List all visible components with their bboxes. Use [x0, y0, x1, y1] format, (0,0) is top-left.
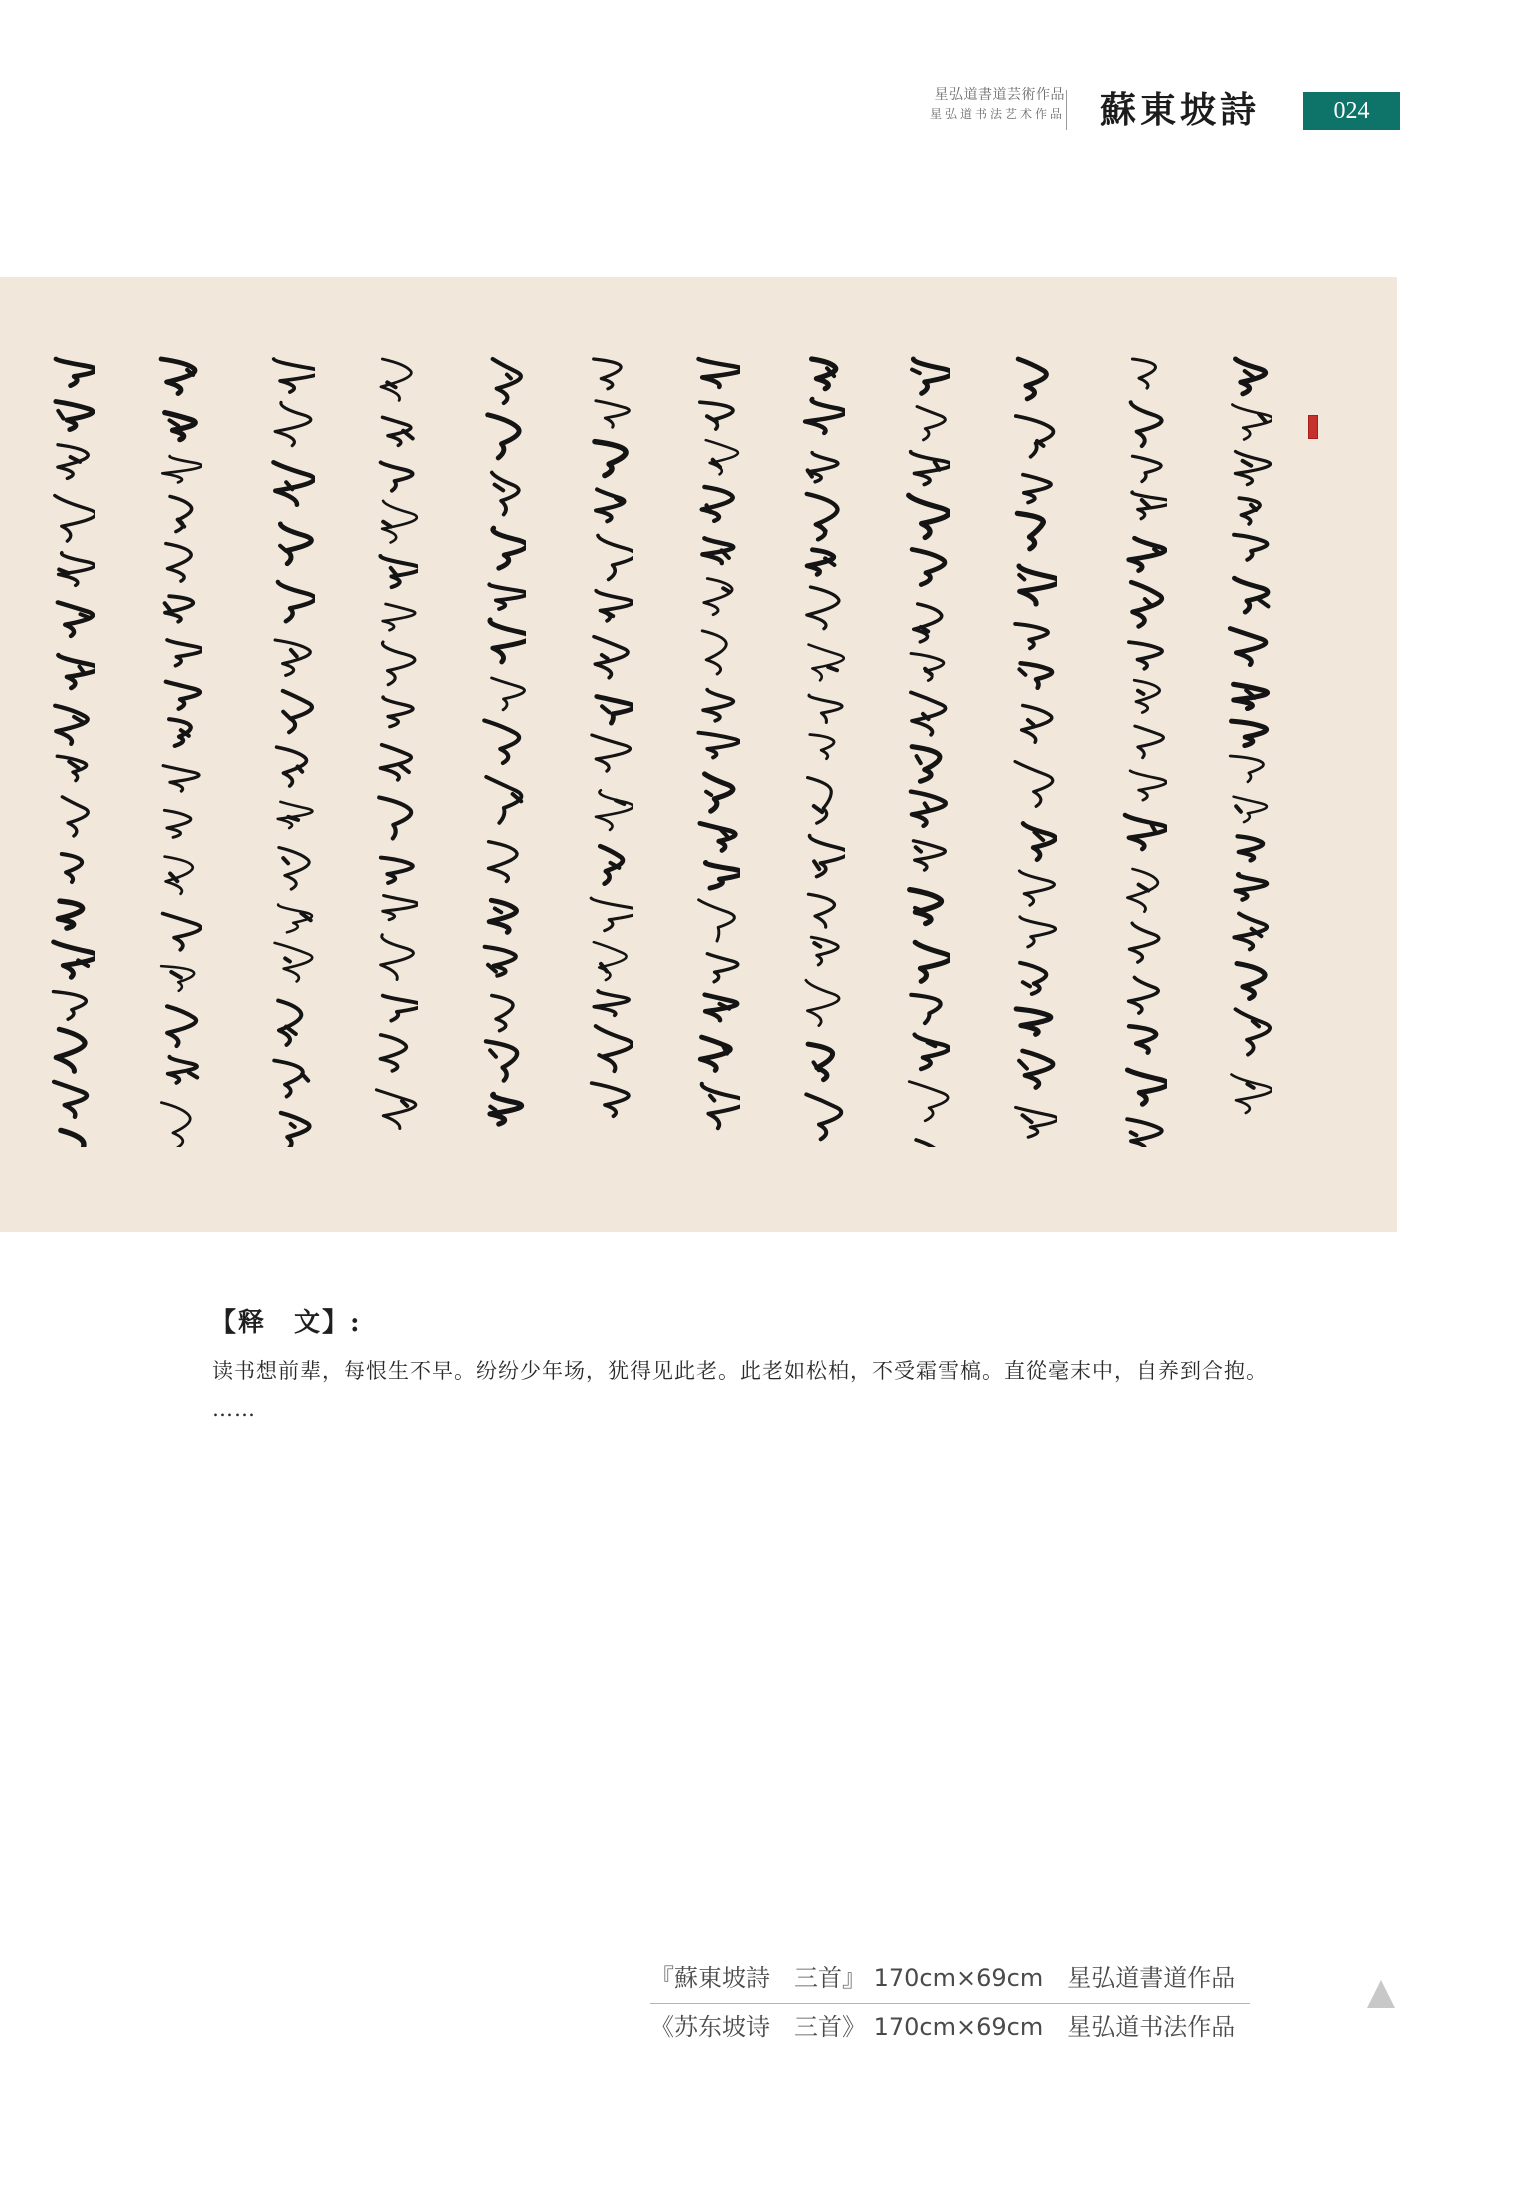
brush-stroke: [161, 359, 195, 394]
brush-stroke: [698, 733, 739, 758]
brush-dot: [1243, 461, 1252, 466]
calligraphy-column: [795, 347, 845, 1147]
brush-stroke: [592, 735, 631, 771]
brush-stroke: [807, 494, 838, 540]
brush-stroke: [912, 549, 945, 584]
brush-dot: [302, 1074, 308, 1081]
brush-stroke: [596, 790, 633, 830]
brush-dot: [1023, 982, 1030, 986]
brush-stroke: [382, 501, 417, 543]
brush-stroke: [383, 604, 416, 630]
brush-stroke: [274, 1061, 303, 1097]
brush-stroke: [1131, 402, 1162, 446]
brush-stroke: [1019, 871, 1054, 905]
brush-stroke: [700, 402, 733, 429]
brush-dot: [1251, 505, 1256, 510]
brush-dot: [189, 1073, 197, 1078]
brush-dot: [490, 1050, 496, 1057]
brush-stroke: [277, 747, 307, 786]
brush-dot: [495, 485, 504, 491]
brush-stroke: [1019, 566, 1057, 604]
brush-stroke: [381, 858, 413, 883]
brush-stroke: [807, 587, 839, 629]
header-subtitle-simplified: 星弘道书法艺术作品: [929, 107, 1065, 121]
brush-dot: [912, 370, 920, 374]
brush-stroke: [278, 802, 313, 828]
brush-stroke: [382, 642, 415, 685]
brush-stroke: [275, 402, 311, 445]
brush-dot: [828, 667, 837, 670]
page-number-badge: 024: [1303, 92, 1400, 130]
brush-stroke: [809, 645, 844, 681]
brush-dot: [1131, 1132, 1137, 1135]
brush-stroke: [492, 996, 513, 1031]
brush-dot: [285, 958, 290, 961]
brush-stroke: [489, 842, 518, 882]
brush-dot: [1247, 1084, 1253, 1088]
brush-stroke: [486, 777, 521, 823]
brush-stroke: [1127, 869, 1157, 912]
brush-dot: [165, 603, 171, 611]
brush-stroke: [489, 900, 516, 932]
header-subtitle-traditional: 星弘道書道芸術作品: [934, 87, 1065, 103]
brush-stroke: [275, 943, 313, 982]
brush-stroke: [706, 440, 738, 474]
brush-stroke: [56, 359, 95, 386]
brush-stroke: [1020, 963, 1046, 994]
brush-stroke: [909, 495, 949, 537]
brush-stroke: [913, 359, 950, 393]
brush-stroke: [163, 766, 199, 792]
brush-stroke: [162, 456, 202, 482]
brush-dot: [818, 524, 826, 531]
brush-stroke: [1236, 874, 1267, 900]
red-seal-stamp: [1308, 415, 1318, 439]
brush-stroke: [489, 584, 526, 609]
brush-stroke: [381, 359, 411, 400]
brush-stroke: [62, 797, 88, 836]
brush-stroke: [700, 823, 736, 850]
brush-stroke: [1129, 1026, 1156, 1052]
brush-stroke: [805, 399, 845, 433]
brush-stroke: [699, 900, 735, 941]
transcription-text: 读书想前辈，每恨生不早。纷纷少年场，犹得见此老。此老如松柏，不受霜雪槁。直從毫末中，自养到合抱。: [212, 1359, 1268, 1383]
brush-stroke: [168, 1057, 197, 1083]
brush-stroke: [596, 1026, 633, 1071]
brush-dot: [916, 847, 921, 851]
calligraphy-column: [900, 347, 950, 1147]
brush-stroke: [55, 496, 95, 542]
brush-dot: [814, 806, 822, 812]
brush-stroke: [486, 1041, 517, 1080]
transcription-ellipsis: ……: [212, 1397, 256, 1421]
header-subtitle: [845, 86, 1065, 124]
brush-stroke: [1230, 756, 1263, 782]
brush-stroke: [279, 848, 309, 890]
brush-stroke: [278, 1001, 301, 1045]
brush-stroke: [1015, 624, 1048, 648]
brush-stroke: [1022, 705, 1052, 742]
brush-stroke: [62, 854, 82, 882]
brush-stroke: [1132, 456, 1161, 481]
brush-stroke: [61, 1130, 84, 1147]
calligraphy-column: [45, 347, 95, 1147]
brush-stroke: [1016, 416, 1054, 457]
brush-stroke: [914, 604, 942, 642]
brush-stroke: [54, 942, 95, 977]
brush-dot: [1138, 691, 1144, 694]
calligraphy-column: [152, 347, 202, 1147]
brush-stroke: [165, 857, 193, 894]
brush-stroke: [1234, 914, 1267, 950]
brush-stroke: [913, 841, 945, 870]
brush-stroke: [161, 1103, 190, 1147]
caption-simplified: 《苏东坡诗 三首》 170cm×69cm 星弘道书法作品: [650, 2013, 1236, 2041]
brush-stroke: [911, 452, 950, 485]
brush-stroke: [166, 544, 191, 582]
header-seal-title: 蘇東坡詩: [1100, 89, 1261, 131]
brush-stroke: [1020, 917, 1056, 947]
brush-stroke: [54, 1082, 87, 1117]
brush-stroke: [596, 489, 624, 521]
brush-stroke: [806, 980, 839, 1025]
brush-dot: [710, 1096, 714, 1101]
brush-stroke: [58, 901, 82, 928]
brush-stroke: [806, 1094, 841, 1139]
brush-stroke: [1132, 359, 1155, 388]
brush-stroke: [55, 706, 88, 744]
brush-stroke: [54, 992, 87, 1020]
brush-dot: [1028, 720, 1034, 725]
brush-stroke: [161, 966, 194, 991]
brush-stroke: [591, 898, 633, 931]
brush-stroke: [57, 756, 86, 780]
header-divider: [1066, 90, 1067, 130]
brush-stroke: [1236, 1009, 1271, 1054]
brush-stroke: [916, 1140, 940, 1147]
brush-dot: [495, 909, 501, 913]
brush-stroke: [280, 524, 311, 564]
brush-stroke: [1130, 771, 1166, 800]
brush-stroke: [707, 954, 738, 982]
brush-stroke: [381, 462, 413, 490]
brush-dot: [925, 803, 929, 810]
brush-dot: [507, 375, 511, 379]
brush-stroke: [381, 745, 412, 780]
brush-stroke: [484, 721, 519, 764]
brush-dot: [71, 457, 81, 462]
brush-stroke: [909, 1082, 948, 1121]
calligraphy-column: [690, 347, 740, 1147]
brush-stroke: [56, 1029, 85, 1071]
brush-dot: [1019, 669, 1025, 675]
brush-stroke: [911, 692, 946, 734]
brush-stroke: [163, 914, 201, 950]
brush-stroke: [383, 896, 418, 920]
brush-dot: [723, 588, 729, 591]
brush-stroke: [1235, 451, 1270, 484]
brush-stroke: [1131, 582, 1162, 626]
brush-dot: [170, 420, 179, 426]
brush-dot: [1152, 825, 1156, 832]
brush-dot: [602, 706, 609, 712]
brush-stroke: [1023, 823, 1056, 859]
brush-stroke: [383, 697, 413, 727]
brush-dot: [814, 943, 820, 947]
brush-stroke: [58, 655, 95, 688]
brush-dot: [814, 861, 819, 869]
brush-stroke: [164, 810, 190, 837]
brush-dot: [1023, 1115, 1032, 1122]
brush-stroke: [911, 653, 944, 680]
brush-stroke: [381, 935, 414, 980]
brush-stroke: [808, 894, 834, 927]
brush-stroke: [702, 1084, 740, 1128]
brush-stroke: [809, 695, 842, 722]
brush-stroke: [59, 553, 95, 586]
brush-stroke: [383, 996, 418, 1021]
brush-stroke: [488, 415, 519, 458]
brush-stroke: [493, 528, 526, 568]
brush-stroke: [167, 640, 202, 666]
brush-dot: [1145, 599, 1151, 605]
brush-dot: [707, 416, 717, 421]
brush-stroke: [492, 473, 519, 515]
brush-dot: [1139, 885, 1149, 891]
brush-stroke: [594, 991, 629, 1016]
brush-stroke: [274, 462, 315, 504]
brush-stroke: [1238, 836, 1263, 860]
brush-dot: [178, 520, 185, 527]
brush-dot: [291, 650, 297, 657]
brush-dot: [81, 614, 90, 618]
brush-stroke: [167, 1006, 196, 1046]
brush-stroke: [380, 556, 418, 587]
brush-stroke: [1232, 721, 1267, 746]
brush-stroke: [1129, 923, 1158, 962]
calligraphy-column: [583, 347, 633, 1147]
brush-dot: [602, 655, 608, 659]
brush-stroke: [810, 735, 834, 759]
brush-dot: [706, 792, 711, 795]
brush-stroke: [706, 863, 740, 889]
brush-stroke: [1016, 1009, 1051, 1034]
calligraphy-column: [1117, 347, 1167, 1147]
brush-dot: [1245, 371, 1254, 377]
caption-traditional: 『蘇東坡詩 三首』 170cm×69cm 星弘道書道作品: [650, 1964, 1236, 1992]
brush-stroke: [58, 445, 88, 479]
brush-stroke: [376, 1090, 415, 1129]
brush-stroke: [1023, 475, 1051, 503]
brush-stroke: [1134, 680, 1159, 712]
brush-stroke: [1230, 629, 1266, 665]
calligraphy-column: [368, 347, 418, 1147]
brush-stroke: [810, 836, 845, 877]
brush-stroke: [170, 496, 192, 531]
brush-stroke: [595, 442, 626, 476]
calligraphy-column: [265, 347, 315, 1147]
brush-stroke: [594, 637, 628, 678]
brush-stroke: [597, 697, 633, 724]
brush-stroke: [379, 798, 411, 839]
brush-stroke: [1015, 762, 1053, 807]
brush-stroke: [915, 1035, 950, 1069]
brush-stroke: [1016, 1107, 1057, 1137]
brush-stroke: [281, 1113, 310, 1147]
calligraphy-column: [1222, 347, 1272, 1147]
brush-dot: [1019, 575, 1024, 580]
brush-stroke: [596, 401, 630, 428]
brush-dot: [171, 972, 181, 978]
brush-dot: [80, 667, 85, 673]
calligraphy-column: [1007, 347, 1057, 1147]
brush-dot: [1236, 806, 1241, 811]
brush-dot: [402, 1101, 407, 1106]
brush-stroke: [1128, 1070, 1168, 1104]
brush-dot: [490, 1107, 495, 1110]
brush-stroke: [1018, 359, 1046, 399]
brush-stroke: [592, 1083, 629, 1116]
brush-stroke: [699, 359, 741, 387]
brush-dot: [1142, 500, 1150, 507]
brush-stroke: [1234, 578, 1268, 612]
brush-dot: [400, 765, 409, 772]
brush-dot: [1259, 600, 1268, 607]
brush-stroke: [1232, 1075, 1273, 1114]
brush-dot: [604, 611, 614, 617]
brush-stroke: [1017, 513, 1043, 548]
brush-stroke: [704, 579, 732, 615]
brush-stroke: [911, 995, 940, 1023]
brush-stroke: [1129, 977, 1159, 1013]
brush-stroke: [283, 691, 312, 732]
brush-stroke: [1135, 726, 1164, 758]
back-to-top-arrow-icon[interactable]: [1367, 1980, 1395, 2008]
brush-stroke: [808, 778, 832, 824]
brush-stroke: [1234, 535, 1267, 560]
artwork-caption: [650, 1955, 1250, 2052]
brush-stroke: [275, 640, 310, 675]
brush-stroke: [705, 995, 737, 1021]
brush-stroke: [493, 359, 521, 403]
brush-dot: [391, 568, 397, 575]
brush-stroke: [278, 582, 315, 621]
brush-dot: [383, 522, 391, 527]
brush-stroke: [702, 631, 726, 674]
transcription-heading: 【释 文】:: [210, 1308, 362, 1338]
brush-dot: [74, 717, 83, 723]
brush-dot: [280, 546, 286, 551]
brush-stroke: [598, 536, 633, 580]
brush-stroke: [492, 678, 525, 710]
brush-stroke: [1237, 964, 1265, 999]
brush-stroke: [703, 690, 733, 721]
brush-stroke: [380, 1035, 406, 1071]
brush-dot: [58, 411, 63, 419]
brush-stroke: [1129, 642, 1162, 669]
brush-stroke: [485, 947, 516, 976]
calligraphy-artwork: [0, 277, 1397, 1232]
brush-stroke: [917, 407, 945, 440]
brush-dot: [291, 1124, 295, 1127]
brush-stroke: [274, 359, 315, 392]
brush-dot: [69, 762, 78, 768]
brush-dot: [814, 1062, 819, 1070]
brush-stroke: [490, 620, 526, 662]
brush-dot: [283, 712, 290, 719]
brush-dot: [283, 858, 288, 863]
brush-stroke: [166, 682, 200, 709]
brush-stroke: [915, 942, 950, 981]
calligraphy-column: [476, 347, 526, 1147]
brush-stroke: [912, 747, 940, 782]
transcription-body: [212, 1352, 1402, 1428]
brush-stroke: [594, 942, 627, 980]
brush-dot: [1019, 1061, 1027, 1069]
brush-dot: [917, 756, 921, 763]
brush-stroke: [594, 359, 621, 389]
brush-stroke: [1125, 815, 1167, 849]
